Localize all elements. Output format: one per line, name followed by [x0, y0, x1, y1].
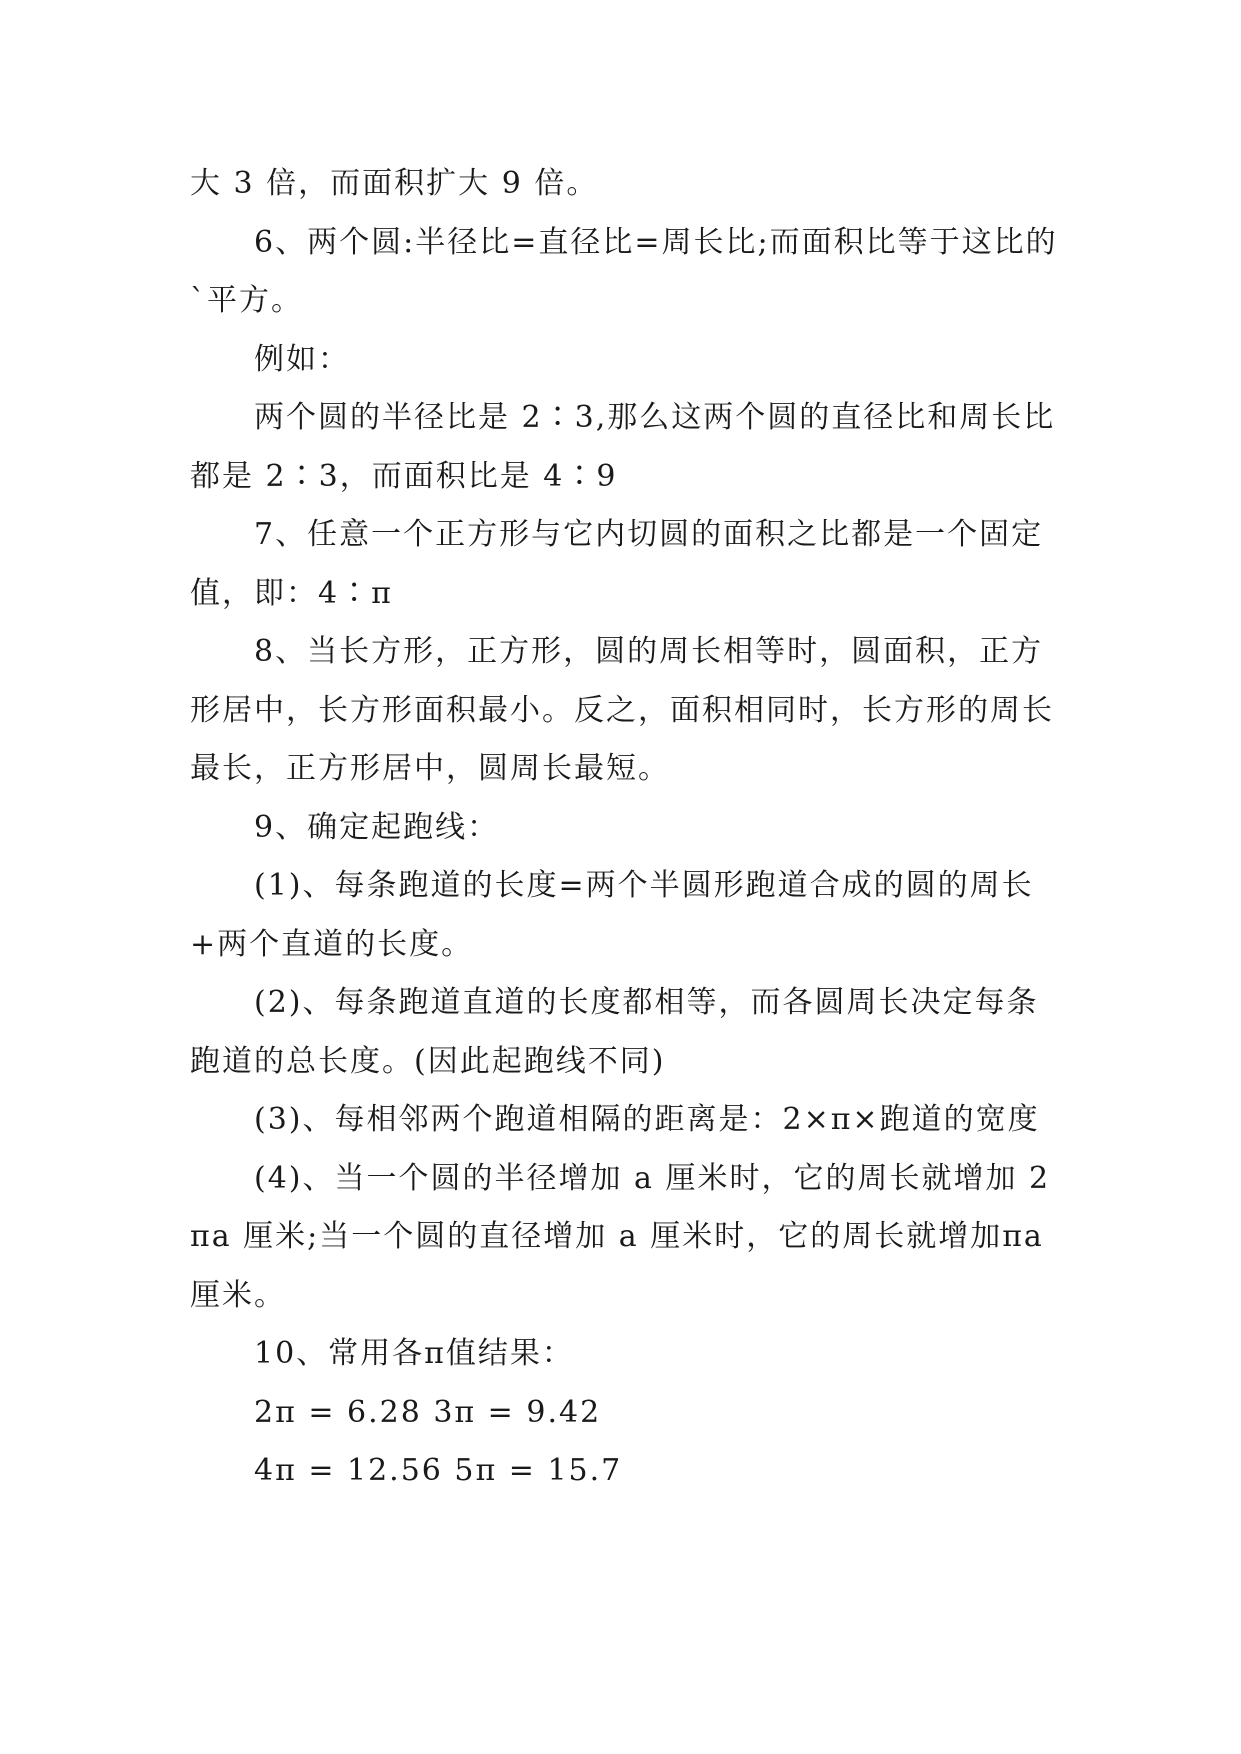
paragraph-item-9: 9、确定起跑线： [254, 809, 500, 845]
paragraph-example-heading: 例如： [254, 341, 350, 377]
paragraph-item-7: 7、任意一个正方形与它内切圆的面积之比都是一个固定值，即：4∶π [190, 517, 1044, 611]
paragraph-item-10: 10、常用各π值结果： [254, 1336, 574, 1371]
pi-values-line-1: 2π = 6.28 3π = 9.42 [254, 1394, 602, 1430]
document-body [190, 155, 1060, 1501]
paragraph-item-8: 8、当长方形，正方形，圆的周长相等时，圆面积，正方形居中，长方形面积最小。反之，面积相同时，长方形的周长最长，正方形居中，圆周长最短。 [190, 634, 1054, 786]
paragraph-continuation: 大 3 倍，而面积扩大 9 倍。 [190, 166, 599, 201]
pi-values-line-2: 4π = 12.56 5π = 15.7 [254, 1453, 623, 1488]
paragraph-example-body: 两个圆的半径比是 2∶3,那么这两个圆的直径比和周长比都是 2∶3，而面积比是 4∶9 [190, 400, 1056, 494]
paragraph-item-9-2: (2)、每条跑道直道的长度都相等，而各圆周长决定每条跑道的总长度。(因此起跑线不同) [190, 985, 1039, 1079]
paragraph-item-9-4: (4)、当一个圆的半径增加 a 厘米时，它的周长就增加 2πa 厘米;当一个圆的直径增加 a 厘米时，它的周长就增加πa 厘米。 [190, 1160, 1056, 1313]
paragraph-item-6: 6、两个圆:半径比=直径比=周长比;而面积比等于这比的`平方。 [190, 224, 1058, 318]
paragraph-item-9-3: (3)、每相邻两个跑道相隔的距离是：2×π×跑道的宽度 [254, 1102, 1040, 1137]
paragraph-item-9-1: (1)、每条跑道的长度=两个半圆形跑道合成的圆的周长+两个直道的长度。 [190, 868, 1034, 962]
